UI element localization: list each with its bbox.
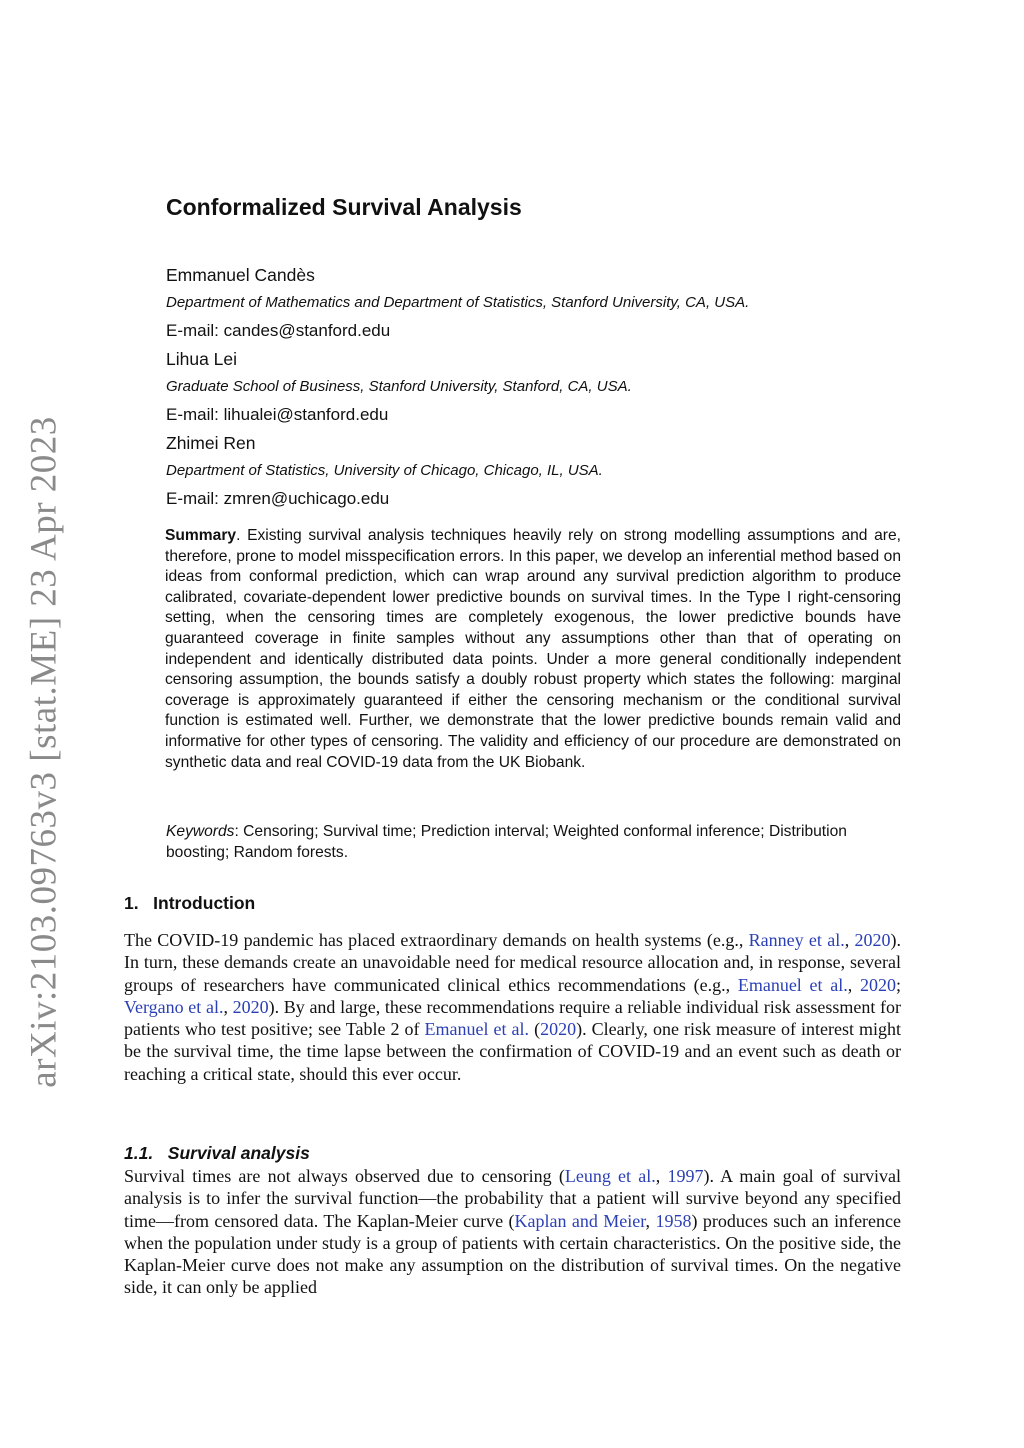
citation-year-link[interactable]: 1997 [667,1166,704,1186]
citation-link[interactable]: Ranney et al. [748,930,845,950]
body-text: , [223,996,233,1017]
body-text: ). A main goal of survival analysis is to infer the survival function—the probability that a patient will survive beyond any specified time—from censored data. The Kaplan-Meier curve ( [124,1166,902,1231]
summary-label: Summary [165,527,237,544]
author-name: Zhimei Ren [166,433,256,453]
abstract-summary [165,526,901,773]
citation-link[interactable]: Emanuel et al. [737,974,848,995]
body-text: , [844,930,855,950]
section-heading-introduction: 1. Introduction [124,893,256,913]
body-text: Survival times are not always observed due to censoring ( [124,1166,565,1186]
citation-year-link[interactable]: 2020 [859,974,896,995]
author-name: Lihua Lei [166,349,238,369]
keywords-text: : Censoring; Survival time; Prediction interval; Weighted conformal inference; Distribution boosting; Random forests. [166,823,847,861]
citation-link[interactable]: Kaplan and Meier [514,1210,646,1231]
introduction-paragraph [124,929,901,1085]
body-text: ) produces such an inference when the population under study is a group of patients with certain characteristics. On the positive side, the Kaplan-Meier curve does not make any assumption on the distribution of survival times. On the negative side, it can only be applied [124,1210,902,1298]
author-affiliation: Graduate School of Business, Stanford University, Stanford, CA, USA. [166,378,632,395]
keywords [166,821,866,863]
keywords-label: Keywords [166,823,235,840]
paper-title: Conformalized Survival Analysis [166,194,522,220]
body-text: ). In turn, these demands create an unavoidable need for medical resource allocation and, in response, several groups of researchers have communicated clinical ethics recommendations (e.g., [124,930,902,995]
body-text: ( [529,1019,541,1040]
body-text: , [645,1210,656,1231]
body-text: ). Clearly, one risk measure of interest might be the survival time, the time lapse between the confirmation of COVID-19 and an event such as death or reaching a critical state, should this ever occur. [124,1019,901,1084]
author-email: E-mail: zmren@uchicago.edu [166,489,390,508]
citation-year-link[interactable]: 2020 [854,930,891,950]
citation-link[interactable]: Emanuel et al. [424,1019,530,1040]
author-email: E-mail: candes@stanford.edu [166,321,391,340]
citation-year-link[interactable]: 2020 [232,996,269,1017]
body-text: The COVID-19 pandemic has placed extraordinary demands on health systems (e.g., [124,930,749,950]
citation-year-link[interactable]: 2020 [540,1019,577,1040]
author-affiliation: Department of Mathematics and Department of Statistics, Stanford University, CA, USA. [166,294,750,311]
body-text: , [847,974,860,995]
author-email: E-mail: lihualei@stanford.edu [166,405,389,424]
citation-link[interactable]: Vergano et al. [124,996,224,1017]
body-text: ). By and large, these recommendations require a reliable individual risk assessment for patients who test positive; see Table 2 of [124,996,901,1040]
citation-year-link[interactable]: 1958 [655,1210,692,1231]
summary-text: . Existing survival analysis techniques heavily rely on strong modelling assumptions and are, therefore, prone to model misspecification errors. In this paper, we develop an inferential method based on ideas from conformal prediction, which can wrap around any survival prediction algorithm to produce calibrated, covariate-dependent lower predictive bounds on survival times. In the Type I right-censoring setting, when the censoring times are completely exogenous, the lower predictive bounds have guaranteed coverage in finite samples without any assumptions other than that of operating on independent and identically distributed data points. Under a more general conditionally independent censoring assumption, the bounds satisfy a doubly robust property which states the following: marginal coverage is approximately guaranteed if either the censoring mechanism or the conditional survival function is estimated well. Further, we demonstrate that the lower predictive bounds remain valid and informative for other types of censoring. The validity and efficiency of our procedure are demonstrated on synthetic data and real COVID-19 data from the UK Biobank. [165,527,901,771]
subsection-heading-survival-analysis: 1.1. Survival analysis [124,1143,310,1163]
body-text: ; [895,974,901,995]
body-text: , [655,1166,668,1186]
citation-link[interactable]: Leung et al. [564,1166,656,1186]
arxiv-identifier-stamp: arXiv:2103.09763v3 [stat.ME] 23 Apr 2023 [23,416,65,1088]
author-affiliation: Department of Statistics, University of Chicago, Chicago, IL, USA. [166,462,603,479]
author-name: Emmanuel Candès [166,265,315,285]
survival-analysis-paragraph [124,1165,901,1299]
